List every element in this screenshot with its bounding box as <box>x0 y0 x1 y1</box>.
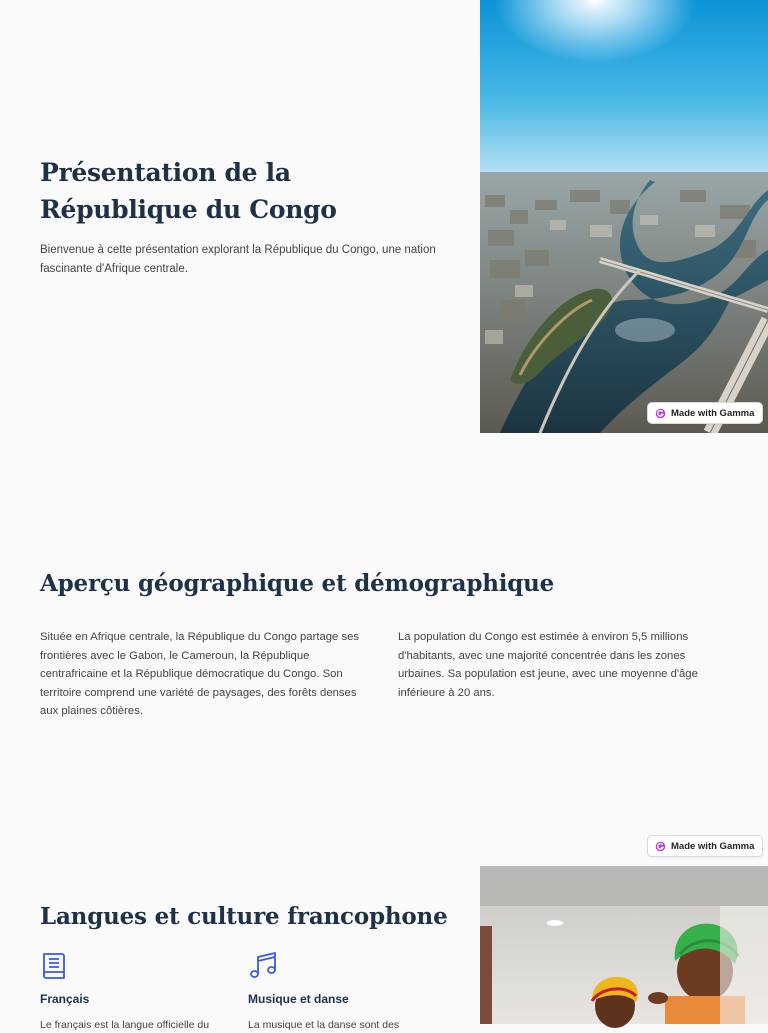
feature-text-french: Le français est la langue officielle du <box>40 1019 210 1031</box>
population-paragraph: La population du Congo est estimée à environ 5,5 millions d'habitants, avec une majorité concentrée dans les zones urbaines. Sa population est jeune, avec une moyenne d'âge inférieure à 20 ans. <box>398 631 698 699</box>
feature-text-music: La musique et la danse sont des <box>248 1019 400 1031</box>
section-title-geography: Aperçu géographique et démographique <box>40 570 555 597</box>
gamma-logo-icon <box>655 408 666 419</box>
dancers-photo <box>480 866 768 1024</box>
book-icon <box>40 950 70 980</box>
made-with-gamma-badge[interactable] <box>647 402 763 424</box>
geography-paragraph: Située en Afrique centrale, la République du Congo partage ses frontières avec le Gabon, le Cameroun, la République centrafricaine et la République démocratique du Congo. Son territoire comprend une variété de paysages, des forêts denses aux plaines côtières. <box>40 631 360 717</box>
feature-title-music: Musique et danse <box>248 992 349 1006</box>
made-with-gamma-badge[interactable] <box>647 835 763 857</box>
feature-title-french: Français <box>40 992 90 1006</box>
slide-intro-text: Bienvenue à cette présentation explorant la République du Congo, une nation fascinante d'Afrique centrale. <box>40 244 436 275</box>
music-note-icon <box>248 950 278 980</box>
slide-presentation <box>0 0 768 433</box>
gamma-logo-icon <box>655 841 666 852</box>
section-title-languages: Langues et culture francophone <box>40 903 448 930</box>
badge-label: Made with Gamma <box>671 840 755 852</box>
slide-title: Présentation de la République du Congo <box>40 158 337 224</box>
aerial-city-river-image <box>480 0 768 433</box>
badge-label: Made with Gamma <box>671 407 755 419</box>
